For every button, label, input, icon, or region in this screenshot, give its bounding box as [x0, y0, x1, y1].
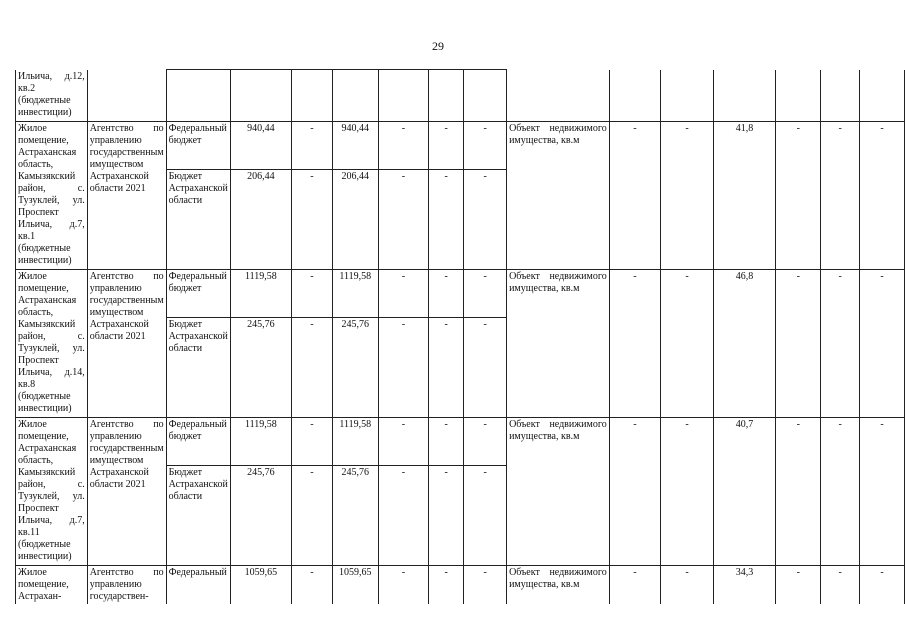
source-cell: Федеральный бюджет: [166, 270, 230, 318]
address-cell: Жилое помещение, Астраханская область, Камызякский район, с. Тузуклей, ул. Проспект Ильича, д.7, кв.11 (бюджетные инвестиции): [16, 418, 88, 566]
table-row: [16, 70, 905, 122]
table-row: Бюджет Астраханской области 206,44 - 206,44 - - -: [16, 170, 905, 270]
agency-cell: Агентство по управлению государственным имуществом Астраханской области 2021: [87, 418, 166, 566]
table-row: Жилое помещение, Астрахан- Агентство по управлению государствен- Федеральный 1059,65 - 1059,65 - - - Объект недвижимого имущества, кв.м - - 34,3 - - -: [16, 566, 905, 605]
agency-cell: Агентство по управлению государственным имуществом Астраханской области 2021: [87, 270, 166, 418]
source-cell: Бюджет Астраханской области: [166, 466, 230, 566]
source-cell: Бюджет Астраханской области: [166, 170, 230, 270]
agency-cell: [87, 70, 166, 122]
object-cell: Объект недвижимого имущества, кв.м: [507, 566, 610, 605]
agency-cell: Агентство по управлению государствен-: [87, 566, 166, 605]
total-cell: 940,44: [230, 122, 291, 170]
address-cell: Жилое помещение, Астраханская область, Камызякский район, с. Тузуклей, ул. Проспект Ильича, д.7, кв.1 (бюджетные инвестиции): [16, 122, 88, 270]
source-cell: Федеральный: [166, 566, 230, 605]
source-cell: Федеральный бюджет: [166, 122, 230, 170]
table-row: Жилое помещение, Астраханская область, Камызякский район, с. Тузуклей, ул. Проспект Ильича, д.7, кв.11 (бюджетные инвестиции) Агентство по управлению государственным имуществом Астраханской области 2021 Федеральный бюджет 1119,58 - 1119,58 - - - Объект недвижимого имущества, кв.м - - 40,7 - - -: [16, 418, 905, 466]
table-row: Жилое помещение, Астраханская область, Камызякский район, с. Тузуклей, ул. Проспект Ильича, д.14, кв.8 (бюджетные инвестиции) Агентство по управлению государственным имуществом Астраханской области 2021 Федеральный бюджет 1119,58 - 1119,58 - - - Объект недвижимого имущества, кв.м - - 46,8 - - -: [16, 270, 905, 318]
table-row: Бюджет Астраханской области 245,76 - 245,76 - - -: [16, 318, 905, 418]
source-cell: Федеральный бюджет: [166, 418, 230, 466]
table-row: Жилое помещение, Астраханская область, Камызякский район, с. Тузуклей, ул. Проспект Ильича, д.7, кв.1 (бюджетные инвестиции) Агентство по управлению государственным имуществом Астраханской области 2021 Федеральный бюджет 940,44 - 940,44 - - - Объект недвижимого имущества, кв.м - - 41,8 - - -: [16, 122, 905, 170]
source-cell: Бюджет Астраханской области: [166, 318, 230, 418]
address-cell: Жилое помещение, Астрахан-: [16, 566, 88, 605]
agency-cell: Агентство по управлению государственным имуществом Астраханской области 2021: [87, 122, 166, 270]
table-row: Бюджет Астраханской области 245,76 - 245,76 - - -: [16, 466, 905, 566]
page-number: 29: [432, 39, 444, 53]
object-cell: Объект недвижимого имущества, кв.м: [507, 270, 610, 418]
object-cell: Объект недвижимого имущества, кв.м: [507, 418, 610, 566]
object-cell: Объект недвижимого имущества, кв.м: [507, 122, 610, 270]
address-cell: Жилое помещение, Астраханская область, Камызякский район, с. Тузуклей, ул. Проспект Ильича, д.14, кв.8 (бюджетные инвестиции): [16, 270, 88, 418]
address-cell: Ильича, д.12, кв.2 (бюджетные инвестиции): [16, 70, 88, 122]
budget-table: [15, 69, 905, 604]
